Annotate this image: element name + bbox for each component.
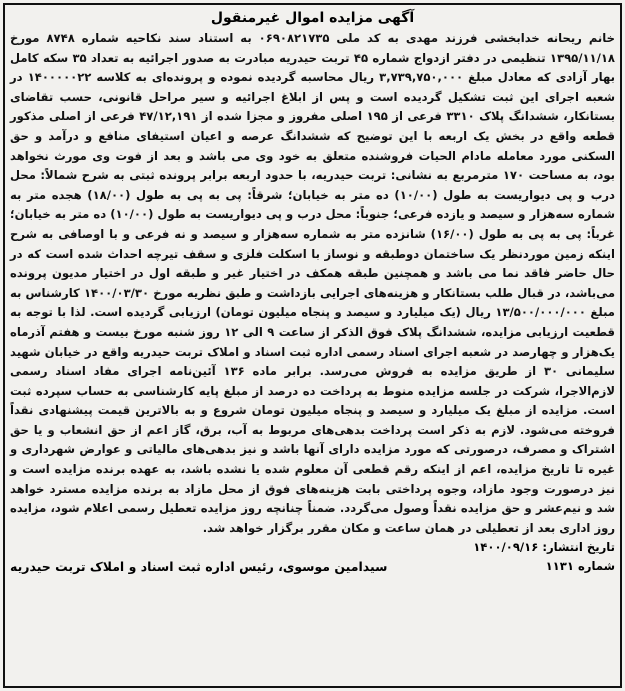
- footer-line: [10, 557, 615, 576]
- notice-frame: [3, 3, 622, 688]
- publish-date: تاریخ انتشار: ۱۴۰۰/۰۹/۱۶: [473, 540, 615, 555]
- signature: سیدامین موسوی، رئیس اداره ثبت اسناد و املاک تربت حیدریه: [10, 559, 388, 575]
- notice-footer: [10, 538, 615, 576]
- notice-number: شماره ۱۱۳۱: [545, 559, 615, 574]
- notice-title: آگهی مزایده اموال غیرمنقول: [210, 10, 415, 26]
- notice-body: خانم ریحانه خدابخشی فرزند مهدی به کد ملی ۰۶۹۰۸۲۱۷۳۵ به استناد سند نکاحیه شماره ۸۷۴۸ مورخ ۱۳۹۵/۱۱/۱۸ تنظیمی در دفتر ازدواج شماره ۴۵ تربت حیدریه مبادرت به صدور اجرائیه به تعداد ۳۵ سکه کامل بهار آزادی که معادل مبلغ ۳,۷۳۹,۷۵۰,۰۰۰ ریال محاسبه گردیده نموده و پرونده‌ای به کلاسه ۱۴۰۰۰۰۰۲۲ در شعبه اجرای این ثبت تشکیل گردیده است و پس از ابلاغ اجرائیه و سیر مراحل قانونی، حسب تقاضای بستانکار، ششدانگ پلاک ۳۳۱۰ فرعی از ۱۹۵ اصلی مفروز و مجزا شده از ۴۷/۱۲,۱۹۱ فرعی از اصلی مذکور قطعه واقع در بخش یک اربعه با این توضیح که ششدانگ عرصه و اعیان استیفای منافع و درآمد و حق السکنی مورد معامله مادام الحیات فروشنده متعلق به خود وی می باشد و بعد از فوت وی مورث نخواهد بود، به مساحت ۱۷۰ مترمربع به نشانی: تربت حیدریه، با حدود اربعه برابر پرونده ثبتی به شرح شمالاً: محل درب و پی دیواریست به طول (۱۰/۰۰) ده متر به خیابان؛ شرقاً: پی به پی به طول (۱۸/۰۰) هجده متر به شماره سه‌هزار و سیصد و یازده فرعی؛ جنوباً: محل درب و پی دیواریست به طول (۱۰/۰۰) ده متر به خیابان؛ غرباً: پی به پی به طول (۱۶/۰۰) شانزده متر به شماره سه‌هزار و سیصد و نه فرعی و با اوصافی به شرح اینکه زمین موردنظر یک ساختمان دوطبقه و نوساز با اسکلت فلزی و سقف تیرچه احداث شده است که در حال حاضر فاقد نما می باشد و همچنین طبقه همکف در اختیار غیر و طبقه اول در اختیار مدیون پرونده می‌باشد، در قبال طلب بستانکار و هزینه‌های اجرایی بازداشت و طبق نظریه مورخ ۱۴۰۰/۰۳/۳۰ کارشناس به مبلغ ۱۳/۵۰۰/۰۰۰/۰۰۰ ریال (یک میلیارد و سیصد و پنجاه میلیون تومان) ارزیابی گردیده است. لذا با توجه به قطعیت ارزیابی مزایده، ششدانگ پلاک فوق الذکر از ساعت ۹ الی ۱۲ روز شنبه مورخ بیست و هفتم آذرماه یک‌هزار و چهارصد در شعبه اجرای اسناد رسمی اداره ثبت اسناد و املاک تربت حیدریه واقع در خیابان شهید سلیمانی ۳۰ از طریق مزایده به فروش می‌رسد. برابر ماده ۱۳۶ آئین‌نامه اجرای مفاد اسناد رسمی لازم‌الاجرا، شرکت در جلسه مزایده منوط به پرداخت ده درصد از مبلغ پایه کارشناسی به حساب سپرده ثبت است. مزایده از مبلغ یک میلیارد و سیصد و پنجاه میلیون تومان شروع و به بالاترین قیمت پیشنهادی نقداً فروخته می‌شود. لازم به ذکر است پرداخت بدهی‌های مربوط به آب، برق، گاز اعم از حق انشعاب و یا حق اشتراک و مصرف، درصورتی که مورد مزایده دارای آنها باشد و نیز بدهی‌های مالیاتی و عوارض شهرداری و غیره تا تاریخ مزایده، اعم از اینکه رقم قطعی آن معلوم شده یا نشده باشد، به عهده برنده مزایده است و نیز درصورت وجود مازاد، وجوه پرداختی بابت هزینه‌های فوق از محل مازاد به برنده مزایده مسترد خواهد شد و نیم‌عشر و حق مزایده نقداً وصول می‌گردد. ضمناً چنانچه روز مزایده تعطیل رسمی اعلام شود، مزایده روز اداری بعد از تعطیلی در همان ساعت و مکان مقرر برگزار خواهد شد.: [10, 31, 616, 535]
